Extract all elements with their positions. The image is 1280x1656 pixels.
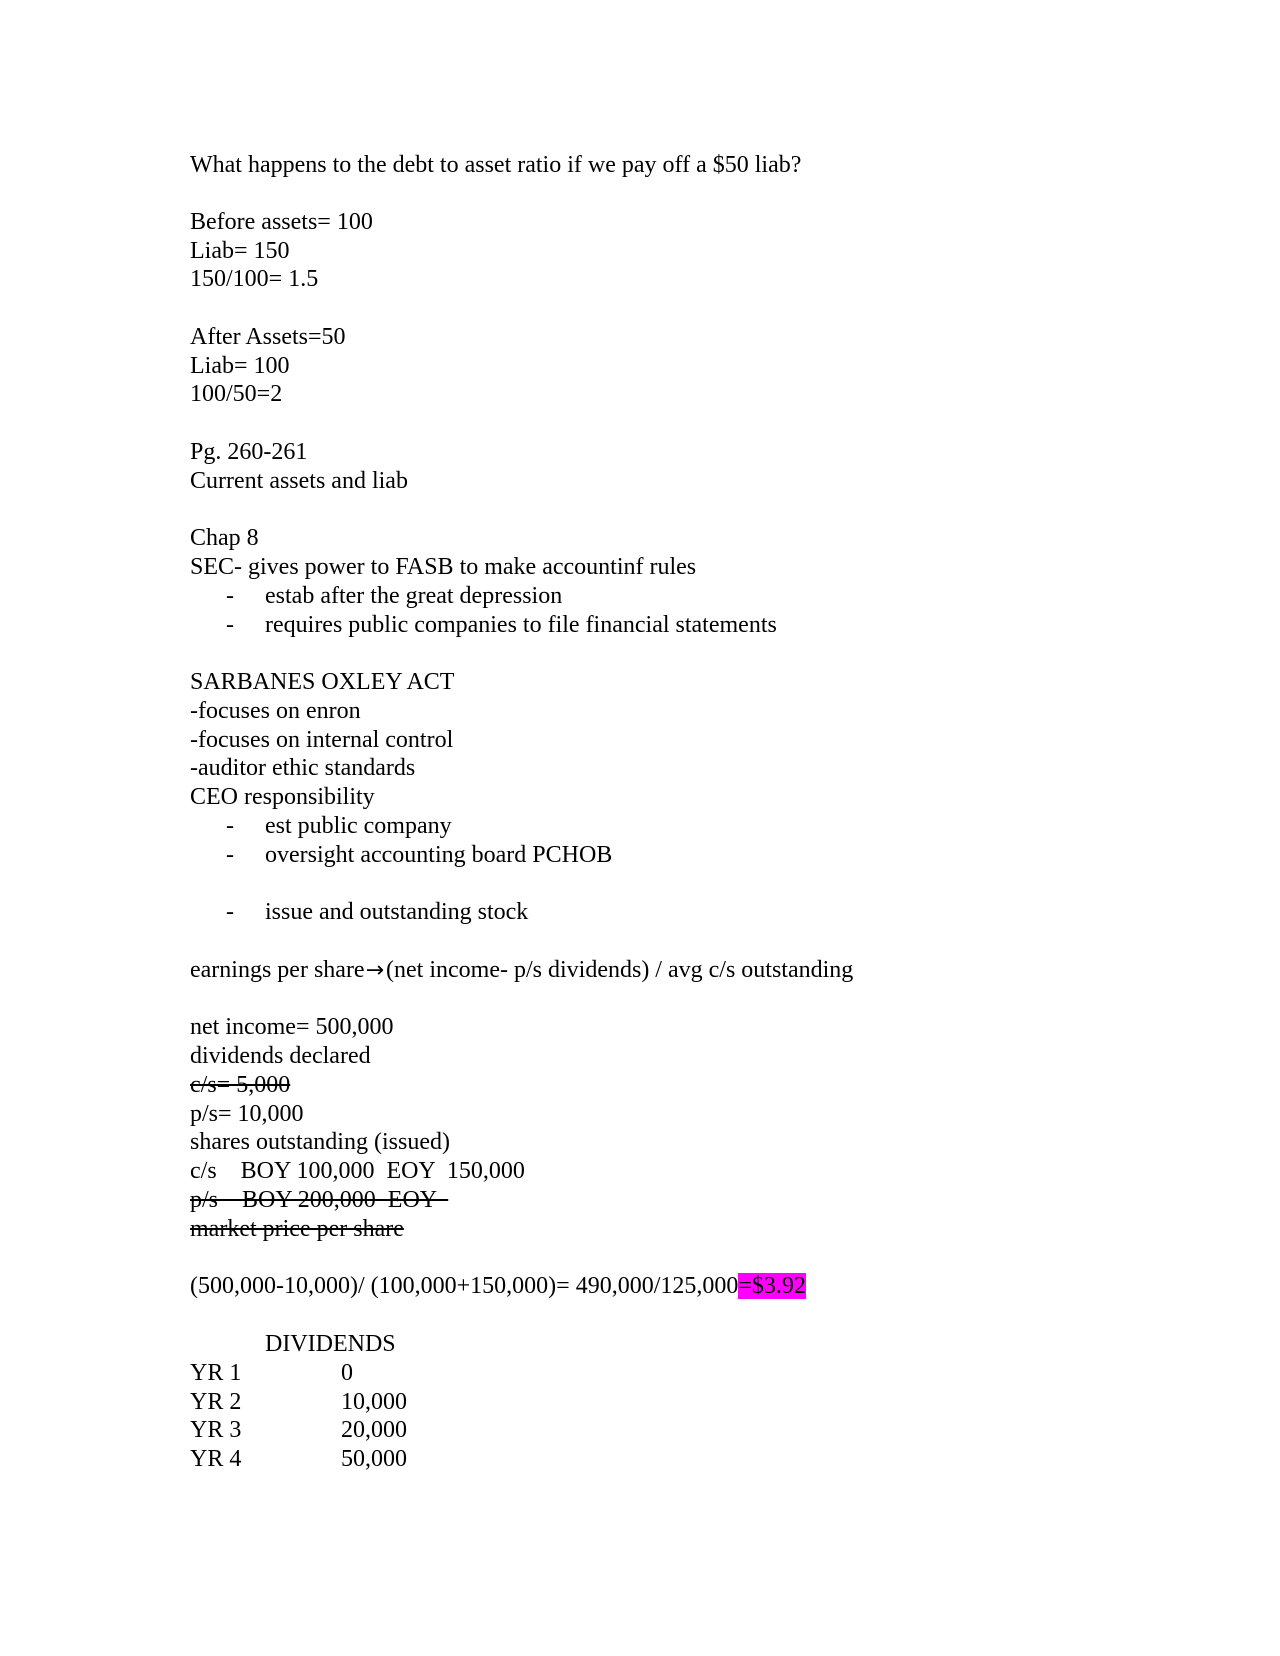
eps-calculation <box>190 1272 806 1301</box>
sec-line: SEC- gives power to FASB to make accountinf rules <box>190 554 697 580</box>
year-cell: YR 3 <box>190 1417 242 1443</box>
bullet-dash: - <box>226 612 234 638</box>
amount-cell: 10,000 <box>341 1389 407 1415</box>
after-liab: Liab= 100 <box>190 353 290 379</box>
bullet-dash: - <box>226 583 234 609</box>
sox-point: -focuses on internal control <box>190 727 454 753</box>
chapter-title: Chap 8 <box>190 525 259 551</box>
sox-point: -auditor ethic standards <box>190 755 416 781</box>
year-cell: YR 1 <box>190 1360 242 1386</box>
highlighted-result: =$3.92 <box>738 1273 806 1299</box>
struck-market-price-line: market price per share <box>190 1216 404 1242</box>
eps-formula-line <box>190 956 853 985</box>
struck-cs-line: c/s= 5,000 <box>190 1072 291 1098</box>
bullet-dash: - <box>226 899 234 925</box>
bullet-text: est public company <box>265 813 452 839</box>
reference-topic: Current assets and liab <box>190 468 408 494</box>
calculation-expression: (500,000-10,000)/ (100,000+150,000)= 490,000/125,000 <box>190 1273 739 1299</box>
amount-cell: 50,000 <box>341 1446 407 1472</box>
sox-title: SARBANES OXLEY ACT <box>190 669 455 695</box>
ps-line: p/s= 10,000 <box>190 1101 304 1127</box>
bullet-text: estab after the great depression <box>265 583 563 609</box>
ceo-heading: CEO responsibility <box>190 784 375 810</box>
cs-shares-line: c/s BOY 100,000 EOY 150,000 <box>190 1158 525 1184</box>
shares-heading: shares outstanding (issued) <box>190 1129 450 1155</box>
bullet-text: issue and outstanding stock <box>265 899 529 925</box>
page-reference: Pg. 260-261 <box>190 439 308 465</box>
bullet-text: oversight accounting board PCHOB <box>265 842 613 868</box>
dividends-declared: dividends declared <box>190 1043 371 1069</box>
eps-formula: (net income- p/s dividends) / avg c/s outstanding <box>386 957 854 983</box>
eps-label: earnings per share <box>190 957 365 983</box>
amount-cell: 20,000 <box>341 1417 407 1443</box>
question-line: What happens to the debt to asset ratio if we pay off a $50 liab? <box>190 152 802 178</box>
bullet-dash: - <box>226 813 234 839</box>
before-ratio: 150/100= 1.5 <box>190 266 319 292</box>
before-liab: Liab= 150 <box>190 238 290 264</box>
sox-point: -focuses on enron <box>190 698 361 724</box>
amount-cell: 0 <box>341 1360 353 1386</box>
struck-ps-shares-line: p/s BOY 200,000 EOY <box>190 1187 449 1213</box>
after-ratio: 100/50=2 <box>190 381 283 407</box>
arrow-right-icon: → <box>365 958 385 983</box>
dividends-header: DIVIDENDS <box>265 1331 396 1357</box>
net-income: net income= 500,000 <box>190 1014 394 1040</box>
before-assets: Before assets= 100 <box>190 209 373 235</box>
bullet-dash: - <box>226 842 234 868</box>
year-cell: YR 4 <box>190 1446 242 1472</box>
year-cell: YR 2 <box>190 1389 242 1415</box>
document-page <box>190 0 1190 1656</box>
after-assets: After Assets=50 <box>190 324 346 350</box>
bullet-text: requires public companies to file financial statements <box>265 612 777 638</box>
